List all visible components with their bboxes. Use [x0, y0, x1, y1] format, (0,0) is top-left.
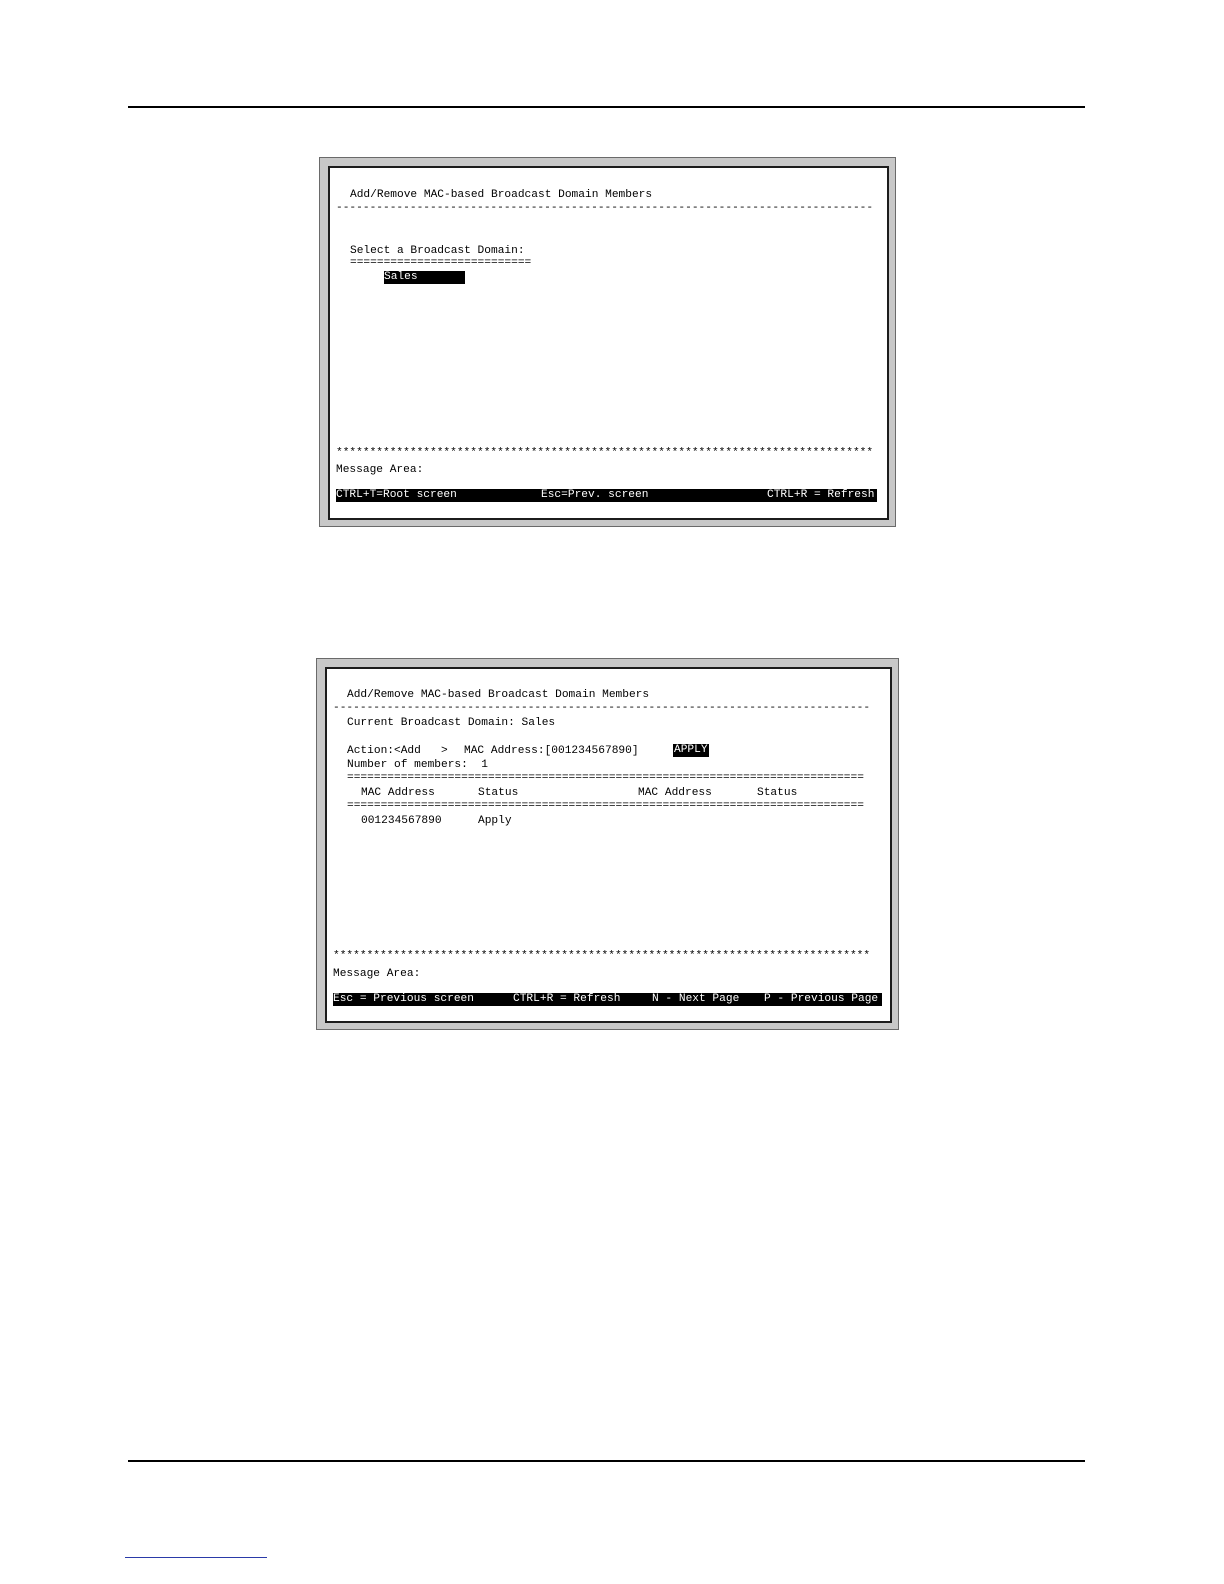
apply-button[interactable]: APPLY [674, 744, 708, 756]
page-header-rule [128, 106, 1085, 108]
screen-title: Add/Remove MAC-based Broadcast Domain Members [347, 689, 650, 701]
title-separator: -------------------------------------------------------------------------------- [336, 202, 874, 214]
message-separator: ******************************************************************************** [333, 950, 871, 962]
refresh-shortcut[interactable]: CTRL+R = Refresh [513, 993, 621, 1005]
column-header-status-2: Status [757, 787, 798, 799]
message-separator: ******************************************************************************** [336, 447, 874, 459]
screen-title: Add/Remove MAC-based Broadcast Domain Members [350, 189, 653, 201]
table-top-rule: ============================================================================= [347, 772, 864, 784]
message-area-label: Message Area: [336, 464, 424, 476]
prev-screen-shortcut[interactable]: Esc=Prev. screen [541, 489, 649, 501]
mac-address-field[interactable]: MAC Address:[001234567890] [464, 745, 639, 757]
prompt-underline: =========================== [350, 257, 532, 269]
column-header-mac-1: MAC Address [361, 787, 435, 799]
console-screen-select-domain [319, 157, 896, 527]
status-bar [333, 993, 882, 1006]
current-domain-label: Current Broadcast Domain: Sales [347, 717, 556, 729]
console-screen-domain-members [316, 658, 899, 1030]
refresh-shortcut[interactable]: CTRL+R = Refresh [767, 489, 875, 501]
column-header-mac-2: MAC Address [638, 787, 712, 799]
table-row-mac[interactable]: 001234567890 [361, 815, 442, 827]
root-screen-shortcut[interactable]: CTRL+T=Root screen [336, 489, 457, 501]
column-header-status-1: Status [478, 787, 519, 799]
page-footer-rule [128, 1460, 1085, 1462]
domain-item-sales[interactable]: Sales [384, 271, 465, 284]
prev-screen-shortcut[interactable]: Esc = Previous screen [333, 993, 474, 1005]
table-row-status: Apply [478, 815, 512, 827]
console-window [328, 166, 889, 520]
select-domain-prompt: Select a Broadcast Domain: [350, 245, 525, 257]
footer-link-underline [125, 1557, 267, 1558]
action-field[interactable]: Action:<Add > [347, 745, 448, 757]
previous-page-shortcut[interactable]: P - Previous Page [764, 993, 879, 1005]
member-count: Number of members: 1 [347, 759, 488, 771]
console-window [325, 667, 892, 1023]
next-page-shortcut[interactable]: N - Next Page [652, 993, 740, 1005]
message-area-label: Message Area: [333, 968, 421, 980]
status-bar [336, 489, 877, 502]
table-header-rule: ============================================================================= [347, 800, 864, 812]
title-separator: -------------------------------------------------------------------------------- [333, 702, 871, 714]
